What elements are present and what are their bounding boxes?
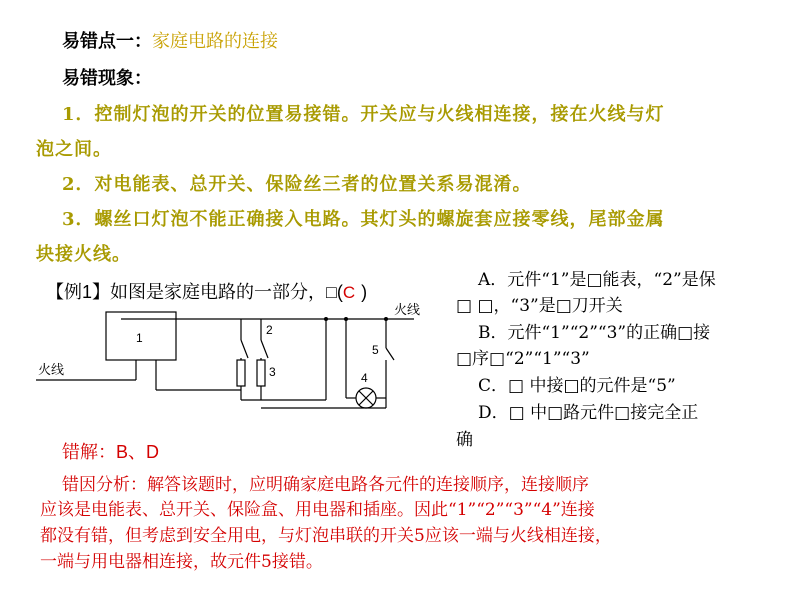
wrong-answer: 错解：B、D	[62, 442, 160, 462]
heading-1	[62, 27, 278, 53]
option-c: C．□ 中接□的元件是“5”	[478, 376, 676, 396]
option-a-line1: A．元件“1”是□能表，“2”是保	[478, 270, 716, 290]
fuse-a	[237, 360, 245, 386]
point-line-2: 泡之间。	[36, 139, 112, 160]
analysis-line-2: 应该是电能表、总开关、保险盒、用电器和插座。因此“1”“2”“3”“4”连接	[40, 500, 595, 520]
label-5: 5	[372, 343, 379, 357]
point-line-3: 2．对电能表、总开关、保险丝三者的位置关系易混淆。	[62, 174, 532, 195]
label-2: 2	[266, 323, 273, 337]
switch-5-blade	[386, 348, 394, 360]
circuit-diagram	[36, 300, 446, 440]
fuse-b	[257, 360, 265, 386]
live-wire-right-label: 火线	[394, 302, 421, 317]
example-prefix: 【例1】如图是家庭电路的一部分，□(	[46, 282, 343, 302]
analysis-line-3: 都没有错，但考虑到安全用电，与灯泡串联的开关5应该一端与火线相连接，	[40, 526, 612, 546]
option-b-line1: B．元件“1”“2”“3”的正确□接	[478, 323, 711, 343]
example-answer: C	[342, 283, 356, 302]
label-1: 1	[136, 331, 143, 345]
point-line-5: 块接火线。	[36, 244, 131, 265]
option-a-line2: □ □，“3”是□刀开关	[456, 296, 623, 316]
point-line-4: 3．螺丝口灯泡不能正确接入电路。其灯头的螺旋套应接零线，尾部金属	[62, 209, 665, 230]
point-line-1: 1．控制灯泡的开关的位置易接错。开关应与火线相连接，接在火线与灯	[62, 104, 665, 125]
heading-1-value: 家庭电路的连接	[152, 31, 278, 52]
live-wire-left-label: 火线	[38, 362, 65, 377]
switch-2-blade-a	[241, 340, 248, 358]
option-d-line1: D．□ 中□路元件□接完全正	[478, 403, 699, 423]
example-suffix: )	[361, 282, 368, 302]
label-3: 3	[269, 365, 276, 379]
analysis-line-4: 一端与用电器相连接，故元件5接错。	[40, 552, 323, 572]
option-b-line2: □序□“2”“1”“3”	[456, 349, 590, 369]
option-d-line2: 确	[456, 430, 473, 450]
analysis-line-1: 错因分析：解答该题时，应明确家庭电路各元件的连接顺序，连接顺序	[62, 475, 589, 495]
heading-2: 易错现象：	[62, 68, 152, 89]
label-4: 4	[361, 371, 368, 385]
heading-1-label: 易错点一：	[62, 31, 152, 52]
switch-2-blade-b	[261, 340, 268, 358]
